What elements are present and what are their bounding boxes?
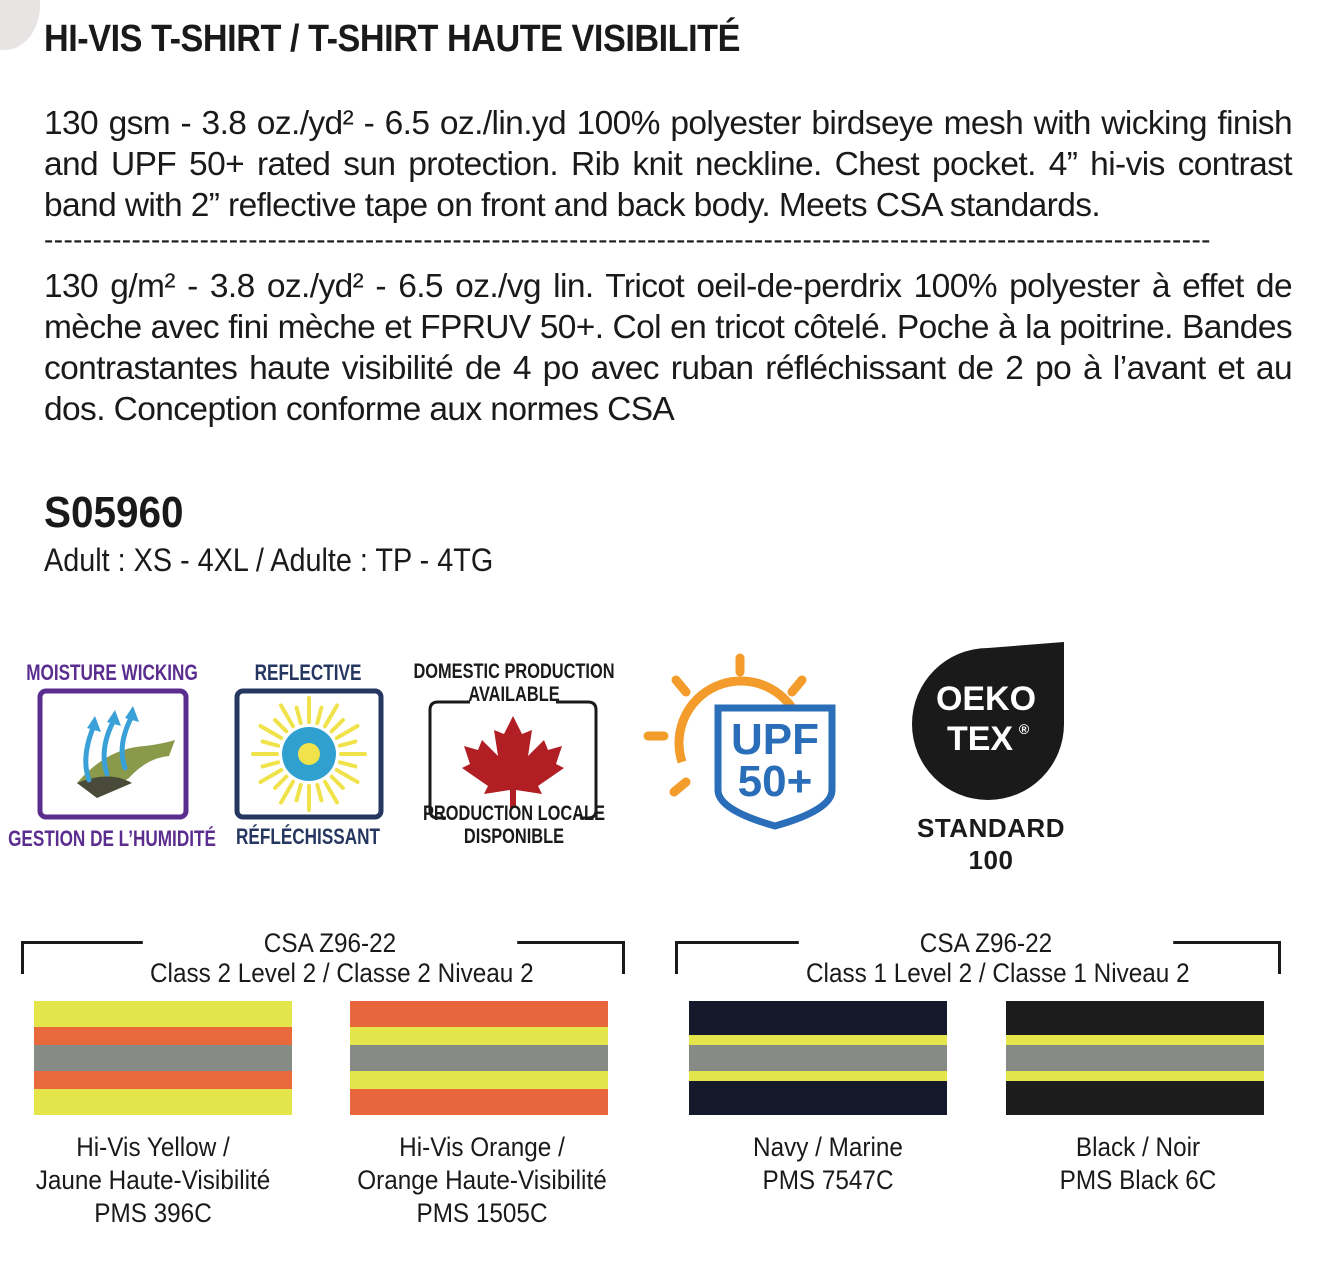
csa-group-class1 (799, 928, 1190, 988)
oeko-tex-logo (908, 640, 1068, 810)
color-label-black (994, 1131, 1282, 1197)
oeko-line2: TEX (946, 720, 1014, 758)
swatch-tape (689, 1045, 947, 1071)
color-label-yellow (9, 1131, 297, 1230)
csa-group-class2 (143, 928, 534, 988)
oeko-reg: ® (1018, 721, 1030, 737)
swatch-black (1006, 1001, 1264, 1115)
moisture-wicking-label-fr: GESTION DE L’HUMIDITÉ (8, 826, 216, 851)
swatch-hi-vis-orange (350, 1001, 608, 1115)
color-name: Hi-Vis Orange / (399, 1132, 565, 1162)
domestic-fr-line2: DISPONIBLE (463, 825, 565, 848)
csa-title: CSA Z96-22 (263, 928, 397, 958)
domestic-fr-line1: PRODUCTION LOCALE (422, 802, 605, 825)
corner-decoration (0, 0, 40, 50)
oeko-line1: OEKO (935, 680, 1037, 718)
reflective-label: REFLECTIVE (254, 660, 362, 685)
domestic-line1: DOMESTIC PRODUCTION (413, 660, 615, 683)
description-french: 130 g/m² - 3.8 oz./yd² - 6.5 oz./vg lin. Tricot oeil-de-perdrix 100% polyester à effet de mèche avec fini mèche et FPRUV 50+. Col en tricot côtelé. Poche à la poitrine. Bandes contrastantes haute visibilité de 4 po avec ruban réfléchissant de 2 po à l’avant et au dos. Conception conforme aux normes CSA (44, 268, 1292, 428)
color-label-navy (684, 1131, 972, 1197)
csa-subtitle: Class 1 Level 2 / Classe 1 Niveau 2 (806, 958, 1190, 988)
domestic-production-label-fr (389, 802, 639, 848)
csa-subtitle: Class 2 Level 2 / Classe 2 Niveau 2 (150, 958, 534, 988)
oeko-standard-label (891, 812, 1091, 876)
reflective-sun-icon (234, 688, 384, 820)
product-sku: S05960 (44, 488, 184, 537)
color-label-orange (338, 1131, 626, 1230)
domestic-line2: AVAILABLE (468, 683, 560, 706)
color-name: Hi-Vis Yellow / (76, 1132, 230, 1162)
page-title: HI-VIS T-SHIRT / T-SHIRT HAUTE VISIBILITÉ (44, 18, 740, 60)
reflective-label-fr: RÉFLÉCHISSANT (236, 824, 380, 849)
color-name: Navy / Marine (753, 1132, 903, 1162)
color-pms: PMS Black 6C (1059, 1165, 1217, 1195)
moisture-wicking-icon (37, 688, 189, 820)
swatch-tape (34, 1045, 292, 1071)
color-pms: PMS 396C (94, 1198, 212, 1228)
oeko-std1: STANDARD (917, 813, 1065, 843)
color-pms: PMS 1505C (416, 1198, 548, 1228)
swatch-hi-vis-yellow (34, 1001, 292, 1115)
product-sizes: Adult : XS - 4XL / Adulte : TP - 4TG (44, 542, 494, 578)
swatch-tape (1006, 1045, 1264, 1071)
swatch-navy (689, 1001, 947, 1115)
csa-title: CSA Z96-22 (919, 928, 1053, 958)
swatch-tape (350, 1045, 608, 1071)
color-name-fr: Jaune Haute-Visibilité (35, 1165, 271, 1195)
upf-sun-shield-icon (640, 650, 850, 830)
color-pms: PMS 7547C (762, 1165, 894, 1195)
description-separator: ------------------------------------------------------------------------------------------------------------------------ (44, 224, 1211, 248)
color-name-fr: Orange Haute-Visibilité (357, 1165, 607, 1195)
upf-line2: 50+ (737, 757, 813, 806)
description-english: 130 gsm - 3.8 oz./yd² - 6.5 oz./lin.yd 100% polyester birdseye mesh with wicking finish and UPF 50+ rated sun protection. Rib knit neckline. Chest pocket. 4” hi-vis contrast band with 2” reflective tape on front and back body. Meets CSA standards. (44, 105, 1292, 224)
upf-line1: UPF (731, 715, 819, 764)
moisture-wicking-label: MOISTURE WICKING (26, 660, 198, 685)
oeko-std2: 100 (968, 845, 1014, 875)
color-name: Black / Noir (1075, 1132, 1201, 1162)
